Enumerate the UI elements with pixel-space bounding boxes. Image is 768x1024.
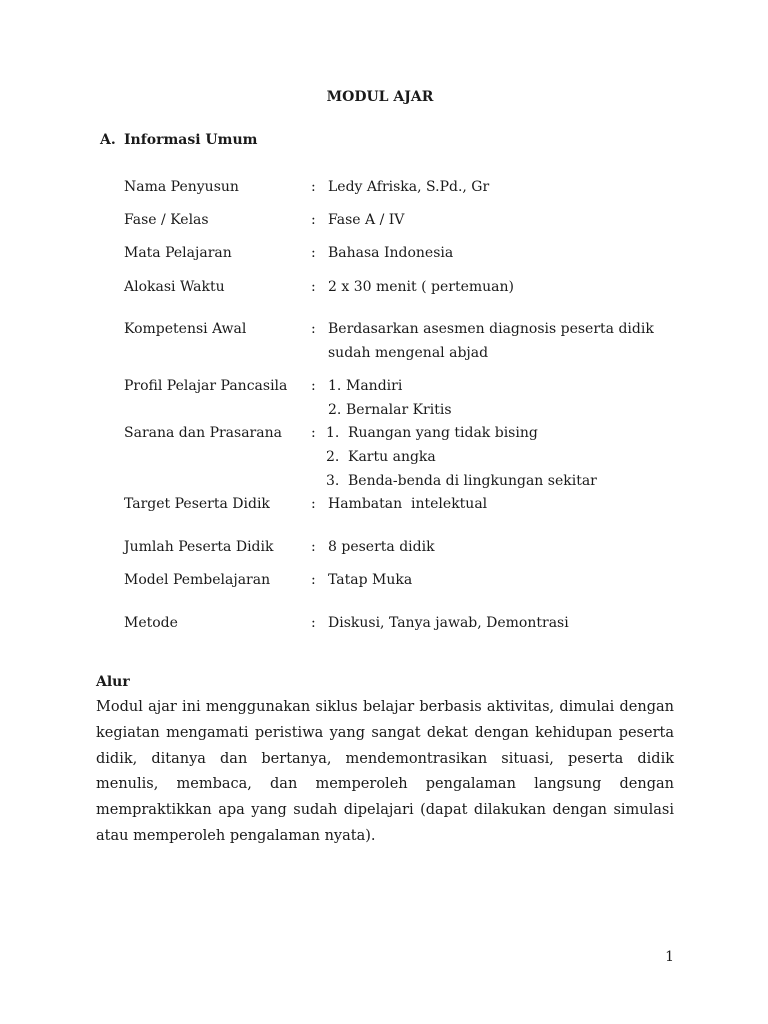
field-colon: : (311, 378, 316, 394)
field-label-profil: Profil Pelajar Pancasila (124, 378, 288, 394)
field-value-waktu: 2 x 30 menit ( pertemuan) (328, 279, 514, 295)
document-title: MODUL AJAR (326, 89, 434, 105)
field-value-mapel: Bahasa Indonesia (328, 245, 454, 261)
alur-heading: Alur (96, 674, 130, 690)
field-value-kompetensi-line-1: Berdasarkan asesmen diagnosis peserta didik (328, 321, 654, 337)
field-colon: : (311, 245, 316, 261)
field-value-model: Tatap Muka (328, 572, 413, 588)
list-item-number: 3. (326, 473, 340, 489)
field-value-metode: Diskusi, Tanya jawab, Demontrasi (328, 615, 569, 631)
field-colon: : (311, 212, 316, 228)
field-label-fase: Fase / Kelas (124, 212, 209, 228)
field-label-penyusun: Nama Penyusun (124, 179, 239, 195)
field-label-mapel: Mata Pelajaran (124, 245, 232, 261)
section-title: Informasi Umum (124, 132, 258, 148)
field-colon: : (311, 425, 316, 441)
list-item-number: 1. (326, 425, 340, 441)
list-item-text: Ruangan yang tidak bising (348, 425, 538, 441)
field-value-penyusun: Ledy Afriska, S.Pd., Gr (328, 179, 490, 195)
field-colon: : (311, 615, 316, 631)
list-item (328, 401, 452, 419)
list-item (326, 424, 538, 442)
field-label-metode: Metode (124, 615, 178, 631)
list-item-text: Mandiri (346, 378, 403, 394)
field-label-sarana: Sarana dan Prasarana (124, 425, 282, 441)
field-value-jumlah: 8 peserta didik (328, 539, 435, 555)
field-label-jumlah: Jumlah Peserta Didik (124, 539, 274, 555)
list-item (328, 377, 402, 395)
field-colon: : (311, 321, 316, 337)
field-label-model: Model Pembelajaran (124, 572, 271, 588)
list-item-text: Benda-benda di lingkungan sekitar (348, 473, 597, 489)
field-colon: : (311, 179, 316, 195)
field-colon: : (311, 279, 316, 295)
field-colon: : (311, 496, 316, 512)
field-value-target: Hambatan intelektual (328, 496, 488, 512)
alur-paragraph: Modul ajar ini menggunakan siklus belajar berbasis aktivitas, dimulai dengan kegiatan mengamati peristiwa yang sangat dekat dengan kehidupan peserta didik, ditanya dan bertanya, mendemontrasikan situasi, peserta didik menulis, membaca, dan memperoleh pengalaman langsung dengan mempraktikkan apa yang sudah dipelajari (dapat dilakukan dengan simulasi atau memperoleh pengalaman nyata). (96, 699, 674, 844)
section-letter: A. (100, 132, 116, 148)
list-item-number: 2. (326, 449, 340, 465)
page-number: 1 (665, 949, 674, 965)
field-colon: : (311, 572, 316, 588)
list-item-text: Bernalar Kritis (346, 402, 452, 418)
field-label-target: Target Peserta Didik (124, 496, 270, 512)
field-value-kompetensi-line-2: sudah mengenal abjad (328, 345, 489, 361)
field-label-waktu: Alokasi Waktu (124, 279, 225, 295)
field-label-kompetensi: Kompetensi Awal (124, 321, 247, 337)
field-colon: : (311, 539, 316, 555)
list-item (326, 472, 597, 490)
list-item-text: Kartu angka (348, 449, 436, 465)
list-item-number: 1. (328, 378, 342, 394)
section-heading (100, 131, 257, 149)
field-value-fase: Fase A / IV (328, 212, 405, 228)
list-item-number: 2. (328, 402, 342, 418)
list-item (326, 448, 436, 466)
